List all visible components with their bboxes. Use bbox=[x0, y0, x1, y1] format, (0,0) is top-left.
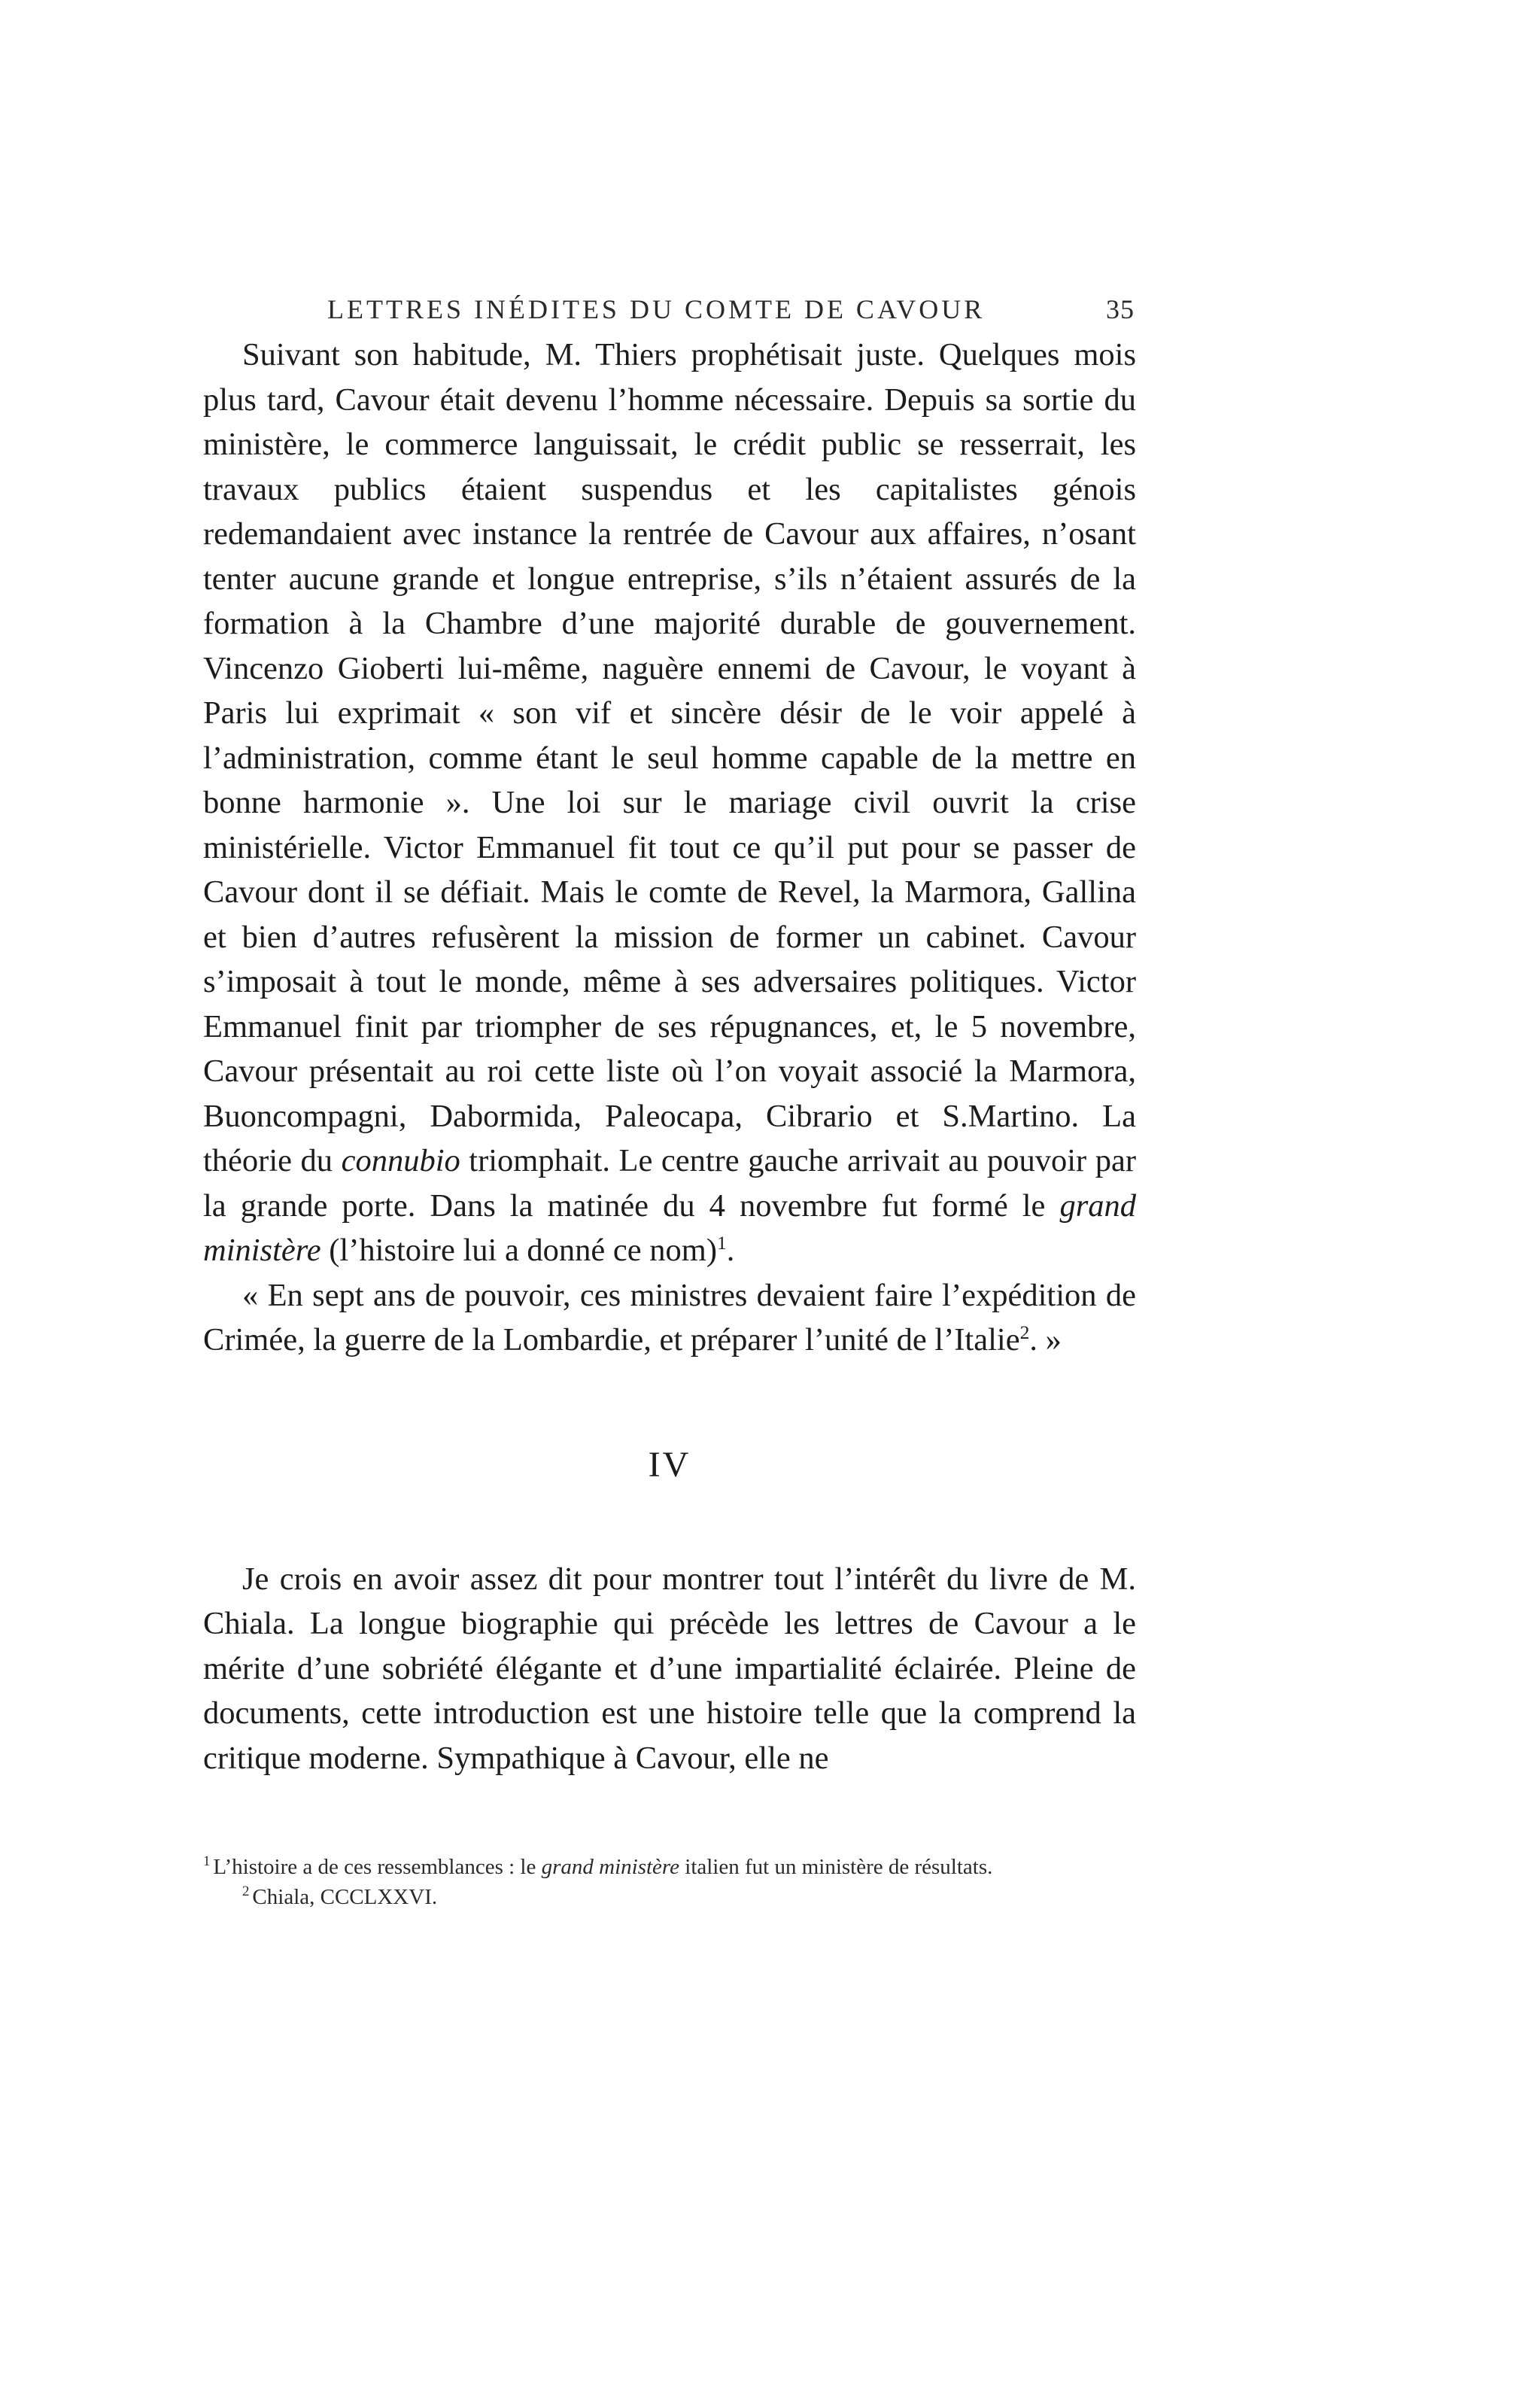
paragraph-text: . » bbox=[1029, 1322, 1062, 1358]
footnote-text: Chiala, CCCLXXVI. bbox=[252, 1885, 438, 1909]
footnote-text: L’histoire a de ces ressemblances : le bbox=[213, 1855, 542, 1879]
paragraph-cavour-returns bbox=[203, 333, 1136, 1273]
paragraph-text: (l’histoire lui a donné ce nom) bbox=[321, 1233, 717, 1268]
footnote-italic-term: grand ministère bbox=[541, 1855, 680, 1879]
footnote-1 bbox=[203, 1852, 1136, 1882]
paragraph-chiala-book bbox=[203, 1557, 1136, 1781]
paragraph-text: Je crois en avoir assez dit pour montrer tout l’intérêt du livre de M. Chiala. La longue biographie qui précède les lettres de Cavour a le mérite d’une sobriété élégante et d’une impartialité éclairée. Pleine de documents, cette introduction est une histoire telle que la comprend la critique moderne. Sympathique à Cavour, elle ne bbox=[203, 1561, 1136, 1776]
italic-term-connubio: connubio bbox=[341, 1143, 460, 1178]
footnote-2 bbox=[203, 1882, 1136, 1912]
footnote-mark: 2 bbox=[242, 1884, 250, 1900]
italic-term-grand-ministere: grand ministère bbox=[203, 1187, 1136, 1268]
page-body bbox=[203, 293, 1136, 1912]
section-heading-iv: IV bbox=[648, 1444, 691, 1485]
running-head bbox=[203, 293, 1136, 333]
running-head-title: LETTRES INÉDITES DU COMTE DE CAVOUR bbox=[327, 294, 986, 324]
paragraph-text: Suivant son habitude, M. Thiers prophétisait juste. Quelques mois plus tard, Cavour était devenu l’homme nécessaire. Depuis sa sortie du ministère, le commerce languissait, le crédit public se resserrait, les travaux publics étaient suspendus et les capitalistes génois redemandaient avec instance la rentrée de Cavour aux affaires, n’osant tenter aucune grande et longue entreprise, s’ils n’étaient assurés de la formation à la Chambre d’une majorité durable de gouvernement. Vincenzo Gioberti lui-même, naguère ennemi de Cavour, le voyant à Paris lui exprimait « son vif et sincère désir de le voir appelé à l’administration, comme étant le seul homme capable de la mettre en bonne harmonie ». Une loi sur le mariage civil ouvrit la crise ministérielle. Victor Emmanuel fit tout ce qu’il put pour se passer de Cavour dont il se défiait. Mais le comte de Revel, la Marmora, Gallina et bien d’autres refusèrent la mission de former un cabinet. Cavour s’imposait à tout le monde, même à ses adversaires politiques. Victor Emmanuel finit par triompher de ses répugnances, et, le 5 novembre, Cavour présentait au roi cette liste où l’on voyait associé la Marmora, Buoncompagni, Dabormida, Paleocapa, Cibrario et S.Martino. La théorie du bbox=[203, 337, 1136, 1178]
paragraph-quote-seven-years bbox=[203, 1273, 1136, 1363]
footnote-text: italien fut un ministère de résultats. bbox=[679, 1855, 993, 1879]
footnotes bbox=[203, 1852, 1136, 1912]
footnote-mark: 1 bbox=[203, 1853, 211, 1870]
page-number: 35 bbox=[1106, 294, 1135, 324]
paragraph-text: « En sept ans de pouvoir, ces ministres devaient faire l’expédition de Crimée, la guerre de la Lombardie, et préparer l’unité de l’Italie bbox=[203, 1277, 1136, 1358]
footnote-reference-2: 2 bbox=[1019, 1321, 1030, 1343]
paragraph-text: . bbox=[726, 1233, 735, 1268]
footnote-reference-1: 1 bbox=[716, 1231, 727, 1254]
paragraph-text: triomphait. Le centre gauche arrivait au pouvoir par la grande porte. Dans la matinée du 4 novembre fut formé le bbox=[203, 1143, 1136, 1224]
